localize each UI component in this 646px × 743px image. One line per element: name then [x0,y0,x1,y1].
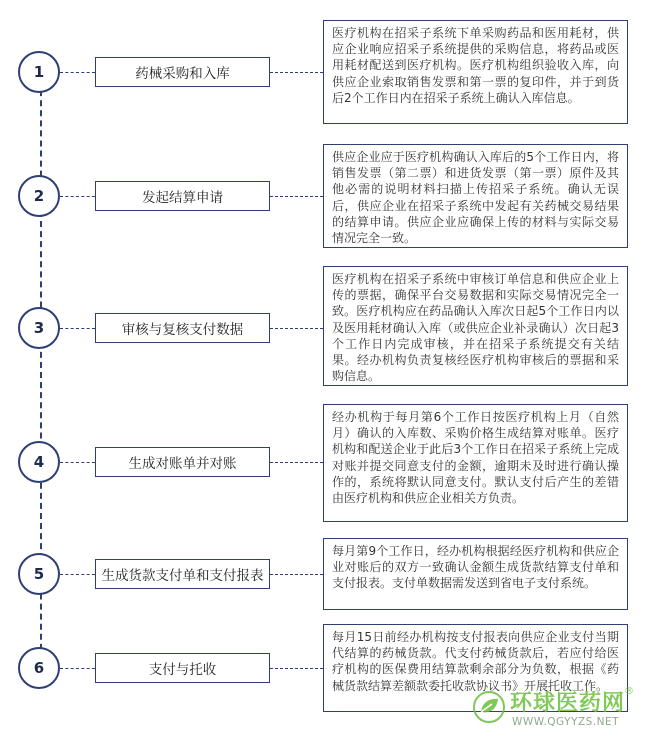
connector-right [270,574,323,575]
registered-mark: ® [624,686,634,697]
step-number-badge: 2 [18,175,60,217]
step-description: 医疗机构在招采子系统下单采购药品和医用耗材，供应企业响应招采子系统提供的采购信息，将药品或医用耗材配送到医疗机构。医疗机构组织验收入库，向供应企业索取销售发票和第一票的复印件，并于到货后2个工作日内在招采子系统上确认入库信息。 [323,20,628,124]
connector-left [60,668,95,669]
step-label: 生成货款支付单和支付报表 [95,559,270,589]
step-label: 发起结算申请 [95,181,270,211]
watermark [472,686,642,736]
step-number-badge: 4 [18,441,60,483]
step-description: 经办机构于每月第6个工作日按医疗机构上月（自然月）确认的入库数、采购价格生成结算对账单。医疗机构和配送企业于此后3个工作日在招采子系统上完成对账并提交同意支付的金额，逾期未及时进行确认操作的，系统将默认同意支付。默认支付后产生的差错由医疗机构和供应企业相关方负责。 [323,404,628,522]
step-label: 生成对账单并对账 [95,447,270,477]
connector-right [270,668,323,669]
leaf-logo-icon [472,690,506,724]
connector-left [60,196,95,197]
connector-left [60,574,95,575]
step-label: 支付与托收 [95,653,270,683]
step-label: 药械采购和入库 [95,57,270,87]
connector-right [270,462,323,463]
connector-left [60,72,95,73]
connector-right [270,196,323,197]
step-number-badge: 3 [18,307,60,349]
step-description: 每月15日前经办机构按支付报表向供应企业支付当期代结算的药械货款。代支付药械货款后，若应付给医疗机构的医保费用结算款剩余部分为负数，根据《药械货款结算差额款委托收款协议书》开展托收工作。 [323,624,628,712]
step-description: 每月第9个工作日，经办机构根据经医疗机构和供应企业对账后的双方一致确认金额生成货款结算支付单和支付报表。支付单数据需发送到省电子支付系统。 [323,538,628,610]
step-number-badge: 6 [18,647,60,689]
connector-right [270,72,323,73]
step-label: 审核与复核支付数据 [95,313,270,343]
watermark-url: WWW.QGYYZS.NET [512,716,620,728]
step-number-badge: 1 [18,51,60,93]
step-number-badge: 5 [18,553,60,595]
step-description: 供应企业应于医疗机构确认入库后的5个工作日内，将销售发票（第二票）和进货发票（第一票）原件及其他必需的说明材料扫描上传招采子系统。确认无误后，供应企业在招采子系统中发起有关药械交易结果的结算申请。供应企业应确保上传的材料与实际交易情况完全一致。 [323,144,628,248]
watermark-title: 环球医药网 [510,691,626,716]
connector-left [60,462,95,463]
connector-left [60,328,95,329]
connector-right [270,328,323,329]
step-description: 医疗机构在招采子系统中审核订单信息和供应企业上传的票据，确保平台交易数据和实际交易情况完全一致。医疗机构应在药品确认入库次日起5个工作日内以及医用耗材确认入库（或供应企业补录确认）次日起3个工作日内完成审核，并在招采子系统提交有关结果。经办机构负责复核经医疗机构审核后的票据和采购信息。 [323,266,628,386]
